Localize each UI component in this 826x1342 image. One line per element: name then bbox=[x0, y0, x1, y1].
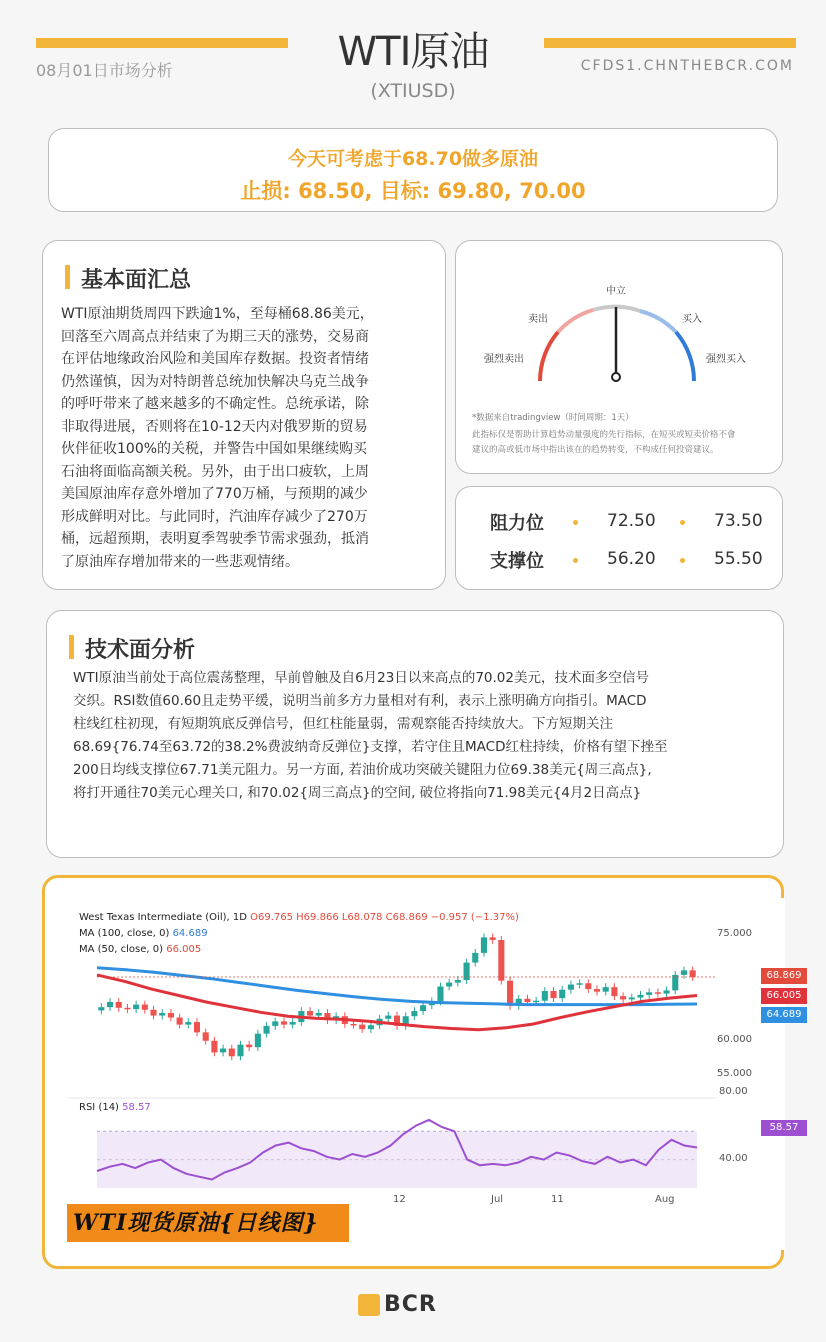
fundamentals-line: 回落至六周高点并结束了为期三天的涨势，交易商 bbox=[61, 328, 369, 345]
rsi-axis-label: 80.00 bbox=[719, 1086, 748, 1097]
candle-body bbox=[611, 987, 617, 996]
candle-body bbox=[272, 1021, 278, 1026]
fundamentals-line: 桶，远超预期，表明夏季驾驶季节需求强劲，抵消 bbox=[61, 531, 369, 547]
fundamentals-title: 基本面汇总 bbox=[65, 263, 191, 294]
candle-body bbox=[281, 1021, 287, 1024]
technical-line: 将打开通往70美元心理关口, 和70.02{周三高点}的空间, 破位将指向71.98美元{4月2日高点} bbox=[73, 785, 642, 801]
fundamentals-line: 石油将面临高额关税。另外，由于出口疲软，上周 bbox=[61, 463, 369, 480]
candle-body bbox=[464, 963, 470, 980]
candle-body bbox=[498, 940, 504, 981]
recommendation-card bbox=[48, 128, 778, 212]
fundamentals-line: WTI原油期货周四下跌逾1%，至每桶68.86美元， bbox=[61, 306, 374, 322]
price-tag-ma50: 66.005 bbox=[761, 988, 807, 1004]
candle-body bbox=[142, 1005, 148, 1010]
candle-body bbox=[220, 1049, 226, 1053]
sentiment-gauge bbox=[456, 241, 784, 401]
candle-body bbox=[568, 985, 574, 990]
bcr-logo-mark bbox=[358, 1294, 380, 1316]
candle-body bbox=[594, 989, 600, 992]
gauge-label-strong-sell: 强烈卖出 bbox=[484, 354, 524, 365]
gauge-disclaimer: 建议的高或低市场中指出该在的趋势转变，不构成任何投资建议。 bbox=[472, 445, 719, 455]
report-date: 08月01日市场分析 bbox=[36, 61, 173, 80]
support-label: 支撑位 bbox=[490, 551, 544, 572]
recommendation-targets: 止损: 68.50, 目标: 69.80, 70.00 bbox=[240, 179, 586, 203]
legend-ma50-label: MA (50, close, 0) bbox=[79, 944, 164, 955]
candle-body bbox=[307, 1011, 313, 1016]
candle-body bbox=[350, 1024, 356, 1026]
candle-body bbox=[646, 992, 652, 995]
page-title: WTI原油 bbox=[337, 29, 489, 75]
rsi-legend bbox=[79, 1102, 151, 1113]
time-axis-label: Aug bbox=[655, 1194, 675, 1205]
support-level-2: 55.50 bbox=[714, 549, 763, 569]
chart-legend-title bbox=[79, 912, 519, 923]
price-chart[interactable] bbox=[67, 898, 802, 1250]
candle-body bbox=[507, 981, 513, 1006]
candle-body bbox=[124, 1008, 130, 1010]
fundamentals-text bbox=[61, 303, 433, 573]
ma100-line bbox=[97, 968, 697, 1005]
candle-body bbox=[116, 1002, 122, 1008]
candle-body bbox=[577, 983, 583, 985]
candle-body bbox=[637, 995, 643, 998]
fundamentals-line: 非取得进展，否则将在10-12天内对俄罗斯的贸易 bbox=[61, 418, 368, 435]
candle-body bbox=[655, 992, 661, 994]
time-axis-label: 12 bbox=[393, 1194, 406, 1205]
sentiment-gauge-card bbox=[455, 240, 783, 474]
time-axis-label: 11 bbox=[551, 1194, 564, 1205]
chart-caption-stamp: WTI现货原油{日线图} bbox=[67, 1204, 349, 1242]
candle-body bbox=[368, 1025, 374, 1029]
fundamentals-line: 美国原油库存意外增加了770万桶，与预期的减少 bbox=[61, 486, 368, 502]
fundamentals-line: 的呼吁带来了越来越多的不确定性。总统承诺，除 bbox=[61, 396, 369, 412]
resistance-label: 阻力位 bbox=[490, 513, 544, 534]
rsi-legend-label: RSI (14) bbox=[79, 1102, 119, 1113]
legend-instrument: West Texas Intermediate (Oil), 1D bbox=[79, 912, 247, 923]
candle-body bbox=[264, 1026, 270, 1034]
chart-legend-ma100 bbox=[79, 928, 208, 939]
candle-body bbox=[411, 1011, 417, 1016]
gauge-pivot bbox=[612, 373, 620, 381]
gauge-arc-strong-buy bbox=[676, 332, 694, 381]
price-axis-label: 75.000 bbox=[717, 928, 752, 939]
gauge-arc-strong-sell bbox=[540, 332, 558, 381]
chart-legend-ma50 bbox=[79, 944, 201, 955]
candle-body bbox=[481, 937, 487, 953]
candle-body bbox=[385, 1016, 391, 1019]
technical-card bbox=[46, 610, 784, 858]
candle-body bbox=[359, 1025, 365, 1030]
fundamentals-line: 形成鲜明对比。与此同时，汽油库存减少了270万 bbox=[61, 508, 368, 525]
technical-line: 柱线红柱初现，有短期筑底反弹信号，但红柱能量弱，需观察能否持续放大。下方短期关注 bbox=[73, 716, 613, 732]
legend-ohlc: O69.765 H69.866 L68.078 C68.869 −0.957 (−1.37%) bbox=[250, 912, 519, 923]
candle-body bbox=[211, 1041, 217, 1053]
technical-line: 200日均线支撑位67.71美元阻力。另一方面, 若油价成功突破关键阻力位69.38美元{周三高点}, bbox=[73, 762, 652, 778]
levels-card bbox=[455, 486, 783, 590]
candle-body bbox=[98, 1007, 104, 1010]
candle-body bbox=[316, 1013, 322, 1016]
candle-body bbox=[664, 990, 670, 993]
technical-title: 技术面分析 bbox=[69, 633, 195, 664]
candle-body bbox=[524, 999, 530, 1002]
support-level-1: 56.20 bbox=[607, 549, 656, 569]
candle-body bbox=[290, 1022, 296, 1025]
candle-body bbox=[620, 996, 626, 999]
candle-body bbox=[437, 986, 443, 1001]
candle-body bbox=[585, 983, 591, 989]
candle-body bbox=[559, 990, 565, 998]
bullet-icon bbox=[680, 520, 685, 525]
candle-body bbox=[159, 1013, 165, 1016]
candle-body bbox=[629, 997, 635, 999]
gauge-source-note: *数据来自tradingview（时间周期：1天） bbox=[472, 413, 634, 423]
bullet-icon bbox=[680, 558, 685, 563]
technical-line: WTI原油当前处于高位震荡整理，早前曾触及自6月23日以来高点的70.02美元，技术面多空信号 bbox=[73, 670, 649, 686]
candle-body bbox=[150, 1010, 156, 1016]
bcr-logo-text: BCR bbox=[384, 1292, 437, 1317]
candle-body bbox=[533, 1001, 539, 1003]
candle-body bbox=[107, 1002, 113, 1007]
fundamentals-line: 伙伴征收100%的关税，并警告中国如果继续购买 bbox=[61, 441, 368, 457]
legend-ma50-value: 66.005 bbox=[166, 944, 202, 955]
candle-body bbox=[542, 991, 548, 1001]
candle-body bbox=[255, 1034, 261, 1048]
candle-body bbox=[133, 1005, 139, 1010]
candle-body bbox=[420, 1005, 426, 1011]
page-subtitle: (XTIUSD) bbox=[370, 80, 456, 102]
fundamentals-line: 了原油库存增加带来的一些悲观情绪。 bbox=[61, 553, 299, 570]
candle-body bbox=[237, 1045, 243, 1057]
gauge-label-buy: 买入 bbox=[682, 314, 702, 325]
gauge-disclaimer: 此指标仅是帮助计算趋势动量强度的先行指标，在短买或短卖价格不會 bbox=[472, 430, 736, 440]
candle-body bbox=[455, 980, 461, 983]
price-axis-label: 55.000 bbox=[717, 1068, 752, 1079]
price-tag-ma100: 64.689 bbox=[761, 1007, 807, 1023]
candle-body bbox=[203, 1032, 209, 1040]
technical-text bbox=[73, 667, 773, 805]
candle-body bbox=[681, 970, 687, 975]
candle-body bbox=[550, 991, 556, 998]
legend-ma100-label: MA (100, close, 0) bbox=[79, 928, 170, 939]
gauge-arc-sell bbox=[558, 310, 593, 332]
resistance-level-1: 72.50 bbox=[607, 511, 656, 531]
chart-card bbox=[42, 875, 802, 1269]
rsi-axis-label: 40.00 bbox=[719, 1153, 748, 1164]
gauge-label-strong-buy: 强烈买入 bbox=[706, 354, 746, 365]
gauge-label-neutral: 中立 bbox=[606, 286, 626, 297]
candle-body bbox=[185, 1022, 191, 1025]
price-tag-last: 68.869 bbox=[761, 968, 807, 984]
candle-body bbox=[603, 987, 609, 992]
fundamentals-line: 仍然谨慎，因为对特朗普总统加快解决乌克兰战争 bbox=[61, 373, 369, 390]
candle-body bbox=[690, 970, 696, 977]
candle-body bbox=[194, 1022, 200, 1032]
technical-line: 68.69{76.74至63.72的38.2%费波纳奇反弹位}支撑，若守住且MACD红柱持续，价格有望下挫至 bbox=[73, 739, 668, 755]
resistance-level-2: 73.50 bbox=[714, 511, 763, 531]
technical-line: 交织。RSI数值60.60且走势平缓，说明当前多方力量相对有利，表示上涨明确方向指引。MACD bbox=[73, 693, 647, 709]
candle-body bbox=[490, 937, 496, 940]
fundamentals-line: 在评估地缘政治风险和美国库存数据。投资者情绪 bbox=[61, 351, 369, 367]
gauge-arc-buy bbox=[640, 311, 676, 332]
bullet-icon bbox=[573, 558, 578, 563]
candle-body bbox=[229, 1049, 235, 1057]
bullet-icon bbox=[573, 520, 578, 525]
rsi-legend-value: 58.57 bbox=[122, 1102, 151, 1113]
rsi-value-tag: 58.57 bbox=[761, 1120, 807, 1136]
gauge-label-sell: 卖出 bbox=[528, 314, 548, 325]
candle-body bbox=[168, 1013, 174, 1018]
price-axis-label: 60.000 bbox=[717, 1034, 752, 1045]
site-url[interactable]: CFDS1.CHNTHEBCR.COM bbox=[580, 58, 794, 74]
time-axis-label: Jul bbox=[491, 1194, 504, 1205]
fundamentals-card bbox=[42, 240, 446, 590]
candle-body bbox=[446, 983, 452, 987]
recommendation-entry: 今天可考虑于68.70做多原油 bbox=[287, 148, 539, 170]
legend-ma100-value: 64.689 bbox=[172, 928, 208, 939]
candle-body bbox=[472, 953, 478, 963]
candle-body bbox=[246, 1045, 252, 1048]
candle-body bbox=[177, 1018, 183, 1025]
